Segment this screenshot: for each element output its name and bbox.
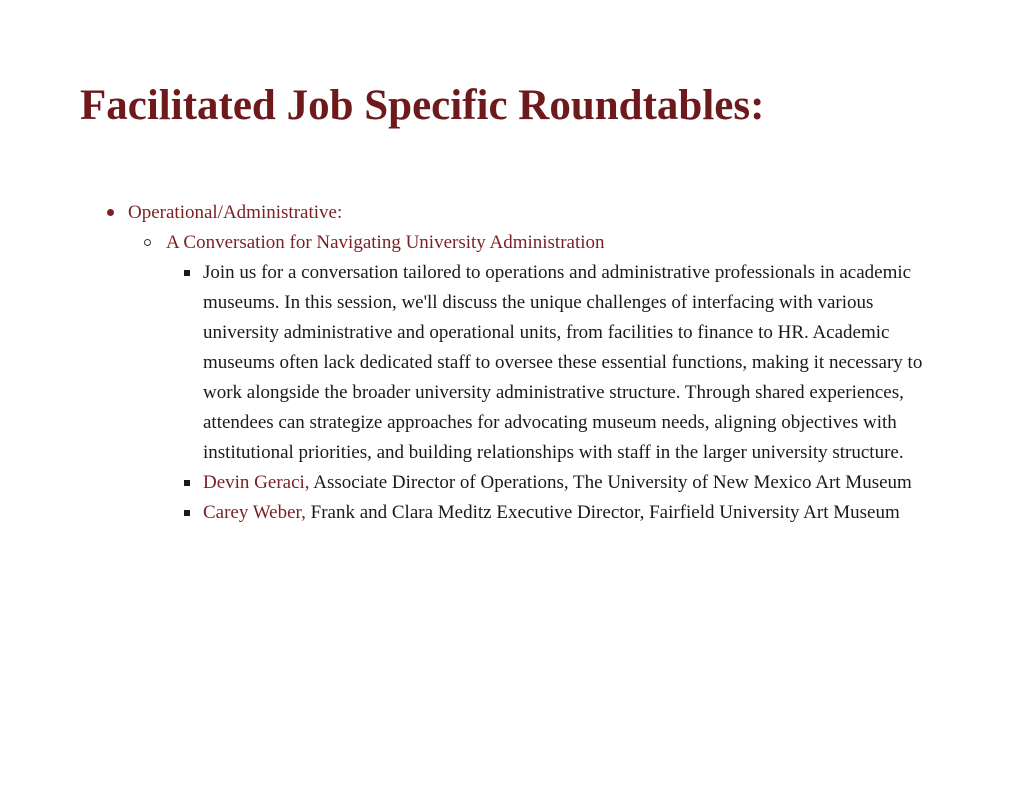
category-label: Operational/Administrative: xyxy=(128,202,343,223)
disc-bullet-icon xyxy=(107,209,114,216)
roundtable-outline xyxy=(107,198,937,528)
description-item xyxy=(107,258,937,468)
facilitator-name: Devin Geraci, xyxy=(203,472,310,493)
facilitator-name: Carey Weber, xyxy=(203,502,306,523)
page-title: Facilitated Job Specific Roundtables: xyxy=(80,82,765,129)
circle-bullet-icon xyxy=(144,239,151,246)
session-title: A Conversation for Navigating University Administration xyxy=(166,232,605,253)
facilitator-item xyxy=(107,468,937,498)
facilitator-role: Associate Director of Operations, The University of New Mexico Art Museum xyxy=(309,472,912,493)
category-item xyxy=(107,198,937,228)
square-bullet-icon xyxy=(184,480,190,486)
facilitator-role: Frank and Clara Meditz Executive Director, Fairfield University Art Museum xyxy=(305,502,900,523)
session-item xyxy=(107,228,937,258)
square-bullet-icon xyxy=(184,510,190,516)
session-description: Join us for a conversation tailored to operations and administrative professionals in academic museums. In this session, we'll discuss the unique challenges of interfacing with various university administrative and operational units, from facilities to finance to HR. Academic museums often lack dedicated staff to oversee these essential functions, making it necessary to work alongside the broader university administrative structure. Through shared experiences, attendees can strategize approaches for advocating museum needs, aligning objectives with institutional priorities, and building relationships with staff in the larger university structure. xyxy=(203,262,923,463)
square-bullet-icon xyxy=(184,270,190,276)
facilitator-item xyxy=(107,498,937,528)
